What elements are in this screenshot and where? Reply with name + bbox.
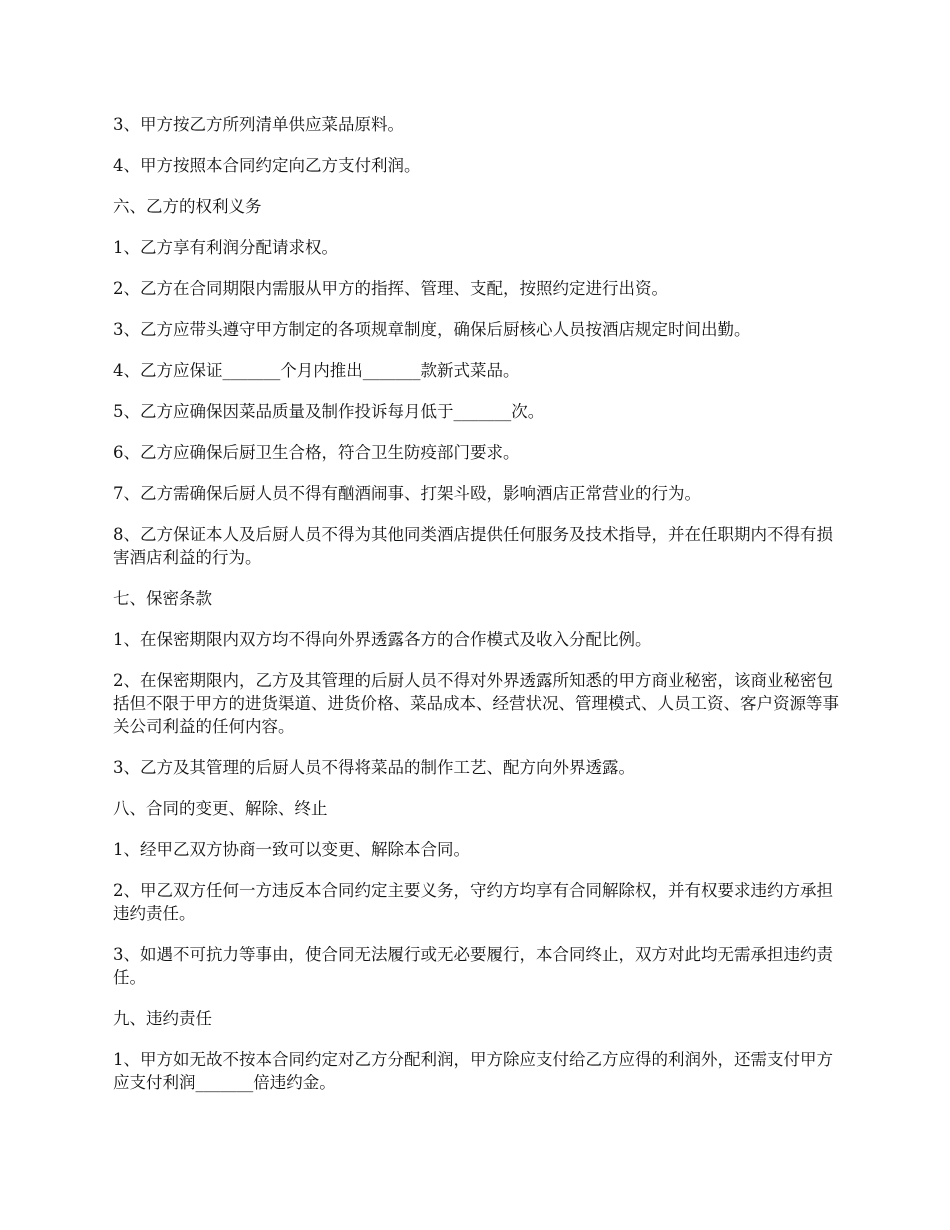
paragraph-no-competition: 8、乙方保证本人及后厨人员不得为其他同类酒店提供任何服务及技术指导，并在任职期内不得有损害酒店利益的行为。: [113, 525, 833, 567]
paragraph-pay-profit: 4、甲方按照本合同约定向乙方支付利润。: [113, 156, 421, 175]
paragraph-profit-claim: 1、乙方享有利润分配请求权。: [113, 238, 338, 257]
paragraph-rules-attendance: 3、乙方应带头遵守甲方制定的各项规章制度，确保后厨核心人员按酒店规定时间出勤。: [113, 320, 751, 339]
paragraph-recipes-secret: 3、乙方及其管理的后厨人员不得将菜品的制作工艺、配方向外界透露。: [113, 758, 635, 777]
paragraph-trade-secrets: 2、在保密期限内，乙方及其管理的后厨人员不得对外界透露所知悉的甲方商业秘密，该商业秘密包括但不限于甲方的进货渠道、进货价格、菜品成本、经营状况、管理模式、人员工资、客户资源等事关公司利益的任何内容。: [113, 671, 839, 736]
paragraph-supply-materials: 3、甲方按乙方所列清单供应菜品原料。: [113, 115, 404, 134]
section-heading-confidentiality: 七、保密条款: [113, 589, 212, 608]
section-heading-liability: 九、违约责任: [113, 1009, 212, 1028]
paragraph-penalty: 1、甲方如无故不按本合同约定对乙方分配利润，甲方除应支付给乙方应得的利润外，还需支付甲方应支付利润_______倍违约金。: [113, 1050, 833, 1092]
paragraph-hygiene: 6、乙方应确保后厨卫生合格，符合卫生防疫部门要求。: [113, 443, 520, 462]
paragraph-force-majeure: 3、如遇不可抗力等事由，使合同无法履行或无必要履行，本合同终止，双方对此均无需承担违约责任。: [113, 945, 833, 987]
section-heading-contract-changes: 八、合同的变更、解除、终止: [113, 799, 328, 818]
paragraph-staff-conduct: 7、乙方需确保后厨人员不得有酗酒闹事、打架斗殴，影响酒店正常营业的行为。: [113, 484, 701, 503]
paragraph-mutual-agreement: 1、经甲乙双方协商一致可以变更、解除本合同。: [113, 840, 470, 859]
paragraph-complaints: 5、乙方应确保因菜品质量及制作投诉每月低于_______次。: [113, 402, 545, 421]
document-body: [113, 113, 843, 1112]
paragraph-obey-management: 2、乙方在合同期限内需服从甲方的指挥、管理、支配，按照约定进行出资。: [113, 279, 668, 298]
paragraph-termination-right: 2、甲乙双方任何一方违反本合同约定主要义务，守约方均享有合同解除权，并有权要求违约方承担违约责任。: [113, 881, 833, 923]
paragraph-confidential-cooperation: 1、在保密期限内双方均不得向外界透露各方的合作模式及收入分配比例。: [113, 630, 652, 649]
section-heading-party-b-rights: 六、乙方的权利义务: [113, 197, 262, 216]
paragraph-new-dishes: 4、乙方应保证_______个月内推出_______款新式菜品。: [113, 361, 520, 380]
